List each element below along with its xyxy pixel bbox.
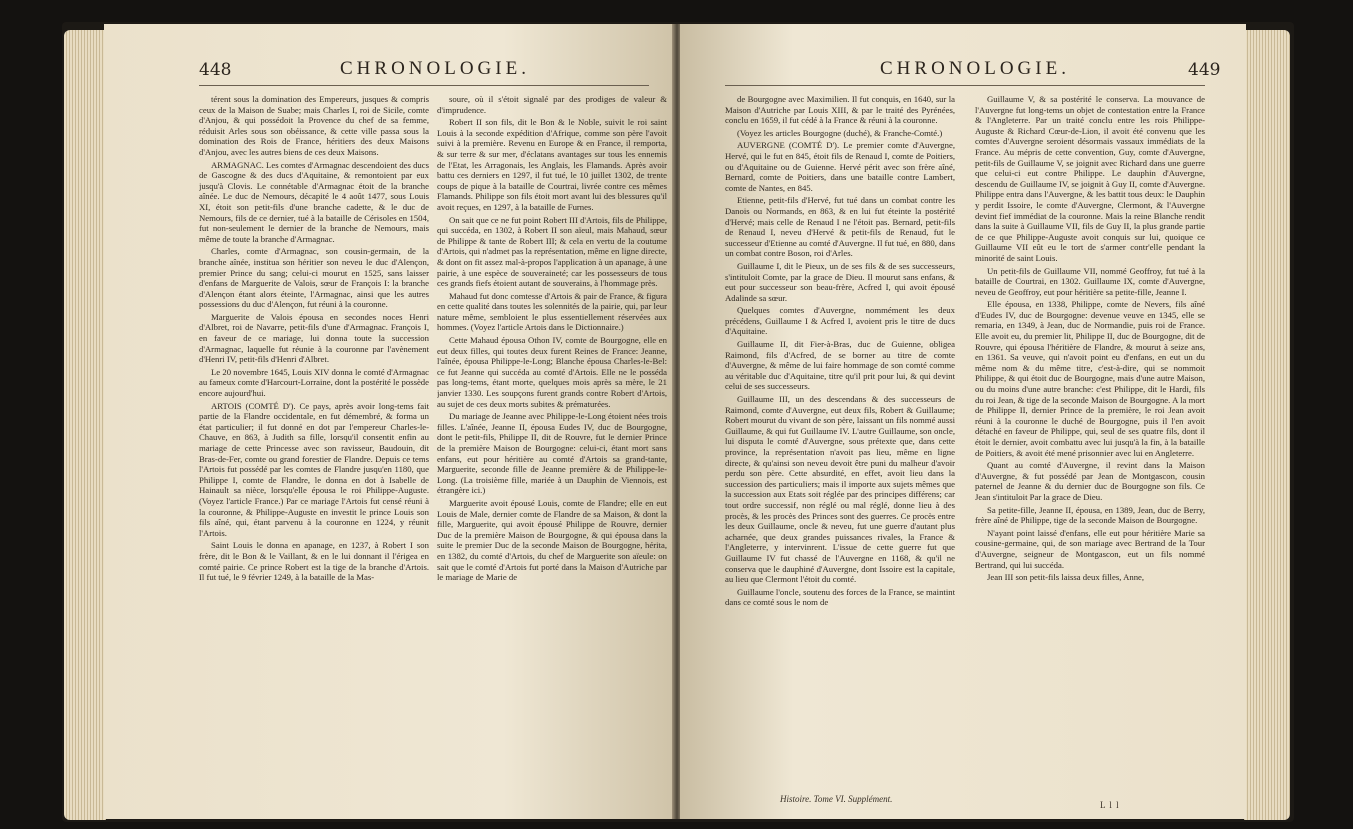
left-page xyxy=(104,24,675,819)
header-rule xyxy=(725,85,1205,86)
paragraph: Charles, comte d'Armagnac, son cousin-germain, de la branche aînée, institua son héritier son neveu le duc d'Alençon, premier Prince du sang; celui-ci mourut en 1525, sans laisser d'enfans de Marguerite de Valois, sœur de François I: la branche d'Alençon étant alors éteinte, l'Armagnac, ainsi que les autres possessions du duc d'Alençon, fut réuni à la couronne. xyxy=(199,246,429,310)
paragraph: (Voyez les articles Bourgogne (duché), & Franche-Comté.) xyxy=(737,127,943,138)
paragraph: Guillaume l'oncle, soutenu des forces de la France, se maintint dans ce comté sous le nom de xyxy=(725,586,955,608)
paragraph: Guillaume V, & sa postérité le conserva. La mouvance de l'Auvergne fut long-tems un objet de contestation entre la France & l'Angleterre. Par un traité conclu entre les rois Philippe-Auguste & Richard Cœur-de-Lion, il avoit été convenu que les comtes d'Auvergne seroient désormais vassaux immédiats de la France. Au mépris de cette convention, Guy, comte d'Auvergne, petit-fils de Guillaume V, se joignit avec Richard dans une guerre que celui-ci eut contre Philippe. Le dauphin d'Auvergne, descendu de Guillaume IV, se joignit à Guy II, comte d'Auvergne. Philippe entra dans l'Auvergne, & les battit tous deux: le Dauphin y perdit Issoire, le comte d'Auvergne, Clermont, & l'Auvergne devint fief immédiat de la couronne. Mais la reine Blanche rendit dans la suite à Guillaume VII, fils de Guy II, la plus grande partie de ce que Philippe-Auguste avoit conquis sur lui, quoique ce Guillaume VII eût eu le tort de s'armer contr'elle pendant la minorité de saint Louis. xyxy=(975,94,1205,263)
paragraph: Quant au comté d'Auvergne, il revint dans la Maison d'Auvergne, & fut possédé par Jean de Montgascon, cousin paternel de Jeanne & du dernier duc de Bourgogne son fils. Ce Jean s'intituloit Par la grace de Dieu. xyxy=(975,460,1205,502)
paragraph: Jean III son petit-fils laissa deux filles, Anne, xyxy=(987,572,1145,583)
running-head: CHRONOLOGIE. xyxy=(340,58,530,79)
text-column-right xyxy=(975,94,1205,794)
paragraph: Le 20 novembre 1645, Louis XIV donna le comté d'Armagnac au fameux comte d'Harcourt-Lorraine, dont la postérité le possède encore aujourd'hui. xyxy=(199,366,429,399)
paragraph: On sait que ce ne fut point Robert III d'Artois, fils de Philippe, qui succéda, en 1302, à Robert II son aïeul, mais Mahaud, sœur de Philippe & tante de Robert III; & cela en vertu de la coutume d'Artois, qui n'admet pas la représentation, même en ligne directe, & dont on fit assez mal-à-propos l'application à un apanage, à une pairie, à une espèce de souveraineté; car les possesseurs de tous ces grands fiefs étoient autant de souverains, à l'hommage près. xyxy=(437,214,667,289)
paragraph: Sa petite-fille, Jeanne II, épousa, en 1389, Jean, duc de Berry, frère aîné de Philippe, tige de la seconde Maison de Bourgogne. xyxy=(975,504,1205,526)
paragraph: Elle épousa, en 1338, Philippe, comte de Nevers, fils aîné d'Eudes IV, duc de Bourgogne: devenue veuve en 1345, elle se remaria, en 1349, à Jean, duc de Normandie, puis roi de France. Elle avoit eu, du premier lit, Philippe II, duc de Bourgogne, dit de Rouvre, qui épousa l'héritière de Flandre, & mourut à seize ans, en 1361. Sa veuve, qui n'avoit point eu d'enfans, en eut un du même nom & du même titre, c'est-à-dire, qui se nommoit Philippe, & qui étoit duc de Bourgogne, mais d'une autre Maison, ou du moins d'une autre branche: c'est Philippe, dit le Hardi, fils du roi Jean, & tige de la seconde Maison de Bourgogne. A la mort de Philippe II, dernier Prince de la première, le roi Jean avoit réuni à la couronne le duché de Bourgogne, puis il l'en avoit détaché en faveur de Philippe, qui, seul de ses quatre fils, dont il étoit le dernier, avoit combattu avec lui jusqu'à la fin, à la bataille de Poitiers, & avoit été mené prisonnier avec lui en Angleterre. xyxy=(975,299,1205,458)
text-column-left xyxy=(199,94,429,812)
paragraph: térent sous la domination des Empereurs, jusques & compris ceux de la Maison de Suabe; mais Charles I, roi de Sicile, comte d'Anjou, & qui possédoit la Provence du chef de sa femme, réduisit Arles sous son obéissance, & cette ville passa sous la domination des Rois de France, héritiers des deux Maisons d'Anjou, avec les autres biens de ces deux Maisons. xyxy=(199,94,429,157)
left-page-edges xyxy=(64,30,106,820)
paragraph: Marguerite de Valois épousa en secondes noces Henri d'Albret, roi de Navarre, petit-fils d'une d'Armagnac. François I, en faveur de ce mariage, lui donna toute la succession d'Armagnac, laquelle fut réunie à la couronne par l'avènement d'Henri IV, petit-fils d'Henri d'Albret. xyxy=(199,311,429,365)
paragraph: soure, où il s'étoit signalé par des prodiges de valeur & d'imprudence. xyxy=(437,94,667,115)
paragraph: ARMAGNAC. Les comtes d'Armagnac descendoient des ducs de Gascogne & des ducs d'Aquitaine, & remontoient par eux jusqu'à Clovis. Le connétable d'Armagnac étoit de la branche aînée. Le duc de Nemours, décapité le 4 août 1477, sous Louis XI, étoit son petit-fils d'une branche cadette, & le duc de Nemours, fils de ce dernier, tué à la bataille de Cérisoles en 1504, fut non-seulement le dernier de la branche de Nemours, mais même de toute la branche d'Armagnac. xyxy=(199,159,429,244)
page-number: 448 xyxy=(199,60,232,80)
paragraph: Mahaud fut donc comtesse d'Artois & pair de France, & figura en cette qualité dans toutes les solennités de la pairie, qui, par leur nature même, sembloient le plus essentiellement réservées aux hommes. (Voyez l'article Artois dans le Dictionnaire.) xyxy=(437,290,667,333)
paragraph: Un petit-fils de Guillaume VII, nommé Geoffroy, fut tué à la bataille de Courtrai, en 1302. Guillaume IX, comte d'Auvergne, neveu de Geoffroy, eut pour héritière sa petite-fille, Jeanne I. xyxy=(975,265,1205,297)
header-rule xyxy=(199,85,649,86)
right-page-edges xyxy=(1244,30,1290,820)
paragraph: Saint Louis le donna en apanage, en 1237, à Robert I son frère, dit le Bon & le Vaillant, & en le lui donnant il l'érigea en comté pairie. Ce prince Robert est la tige de la branche d'Artois. Il fut tué, le 9 février 1249, à la bataille de la Mas- xyxy=(199,540,429,583)
paragraph: AUVERGNE (COMTÉ D'). Le premier comte d'Auvergne, Hervé, qui le fut en 845, étoit fils de Renaud I, comte de Poitiers, ou d'Aquitaine ou de Guienne. Hervé périt avec son frère aîné, Bernard, comte de Poitiers, dans une bataille contre Lambert, comte de Nantes, en 845. xyxy=(725,140,955,193)
paragraph: Etienne, petit-fils d'Hervé, fut tué dans un combat contre les Danois ou Normands, en 863, & en lui fut éteinte la postérité d'Hervé; mais celle de Renaud I ne l'étoit pas. Bernard, petit-fils de Renaud I, neveu d'Hervé & petit-fils de Renaud, fut le successeur d'Etienne au comté d'Auvergne. Il fut tué, en 880, dans un combat contre Boson, roi d'Arles. xyxy=(725,195,955,259)
right-page xyxy=(680,24,1246,819)
paragraph: Robert II son fils, dit le Bon & le Noble, suivit le roi saint Louis à la seconde expédition d'Afrique, comme son père l'avoit suivi à la première. Revenu en Europe & en France, il remporta, & sur terre & sur mer, d'éclatans avantages sur tous les ennemis de l'Etat, les Arragonais, les Anglais, les Flamands. Après avoir battu ces derniers en 1297, il fut tué, le 10 juillet 1302, de trente coups de pique à la bataille de Courtrai, livrée contre ces mêmes Flamands. Philippe son fils étoit mort avant lui des blessures qu'il avoit reçues, en 1297, à la bataille de Furnes. xyxy=(437,117,667,212)
paragraph: Guillaume II, dit Fier-à-Bras, duc de Guienne, obligea Raimond, fils d'Acfred, de se borner au titre de comte d'Auvergne, & même de lui faire hommage de son comté comme au véritable duc d'Aquitaine, titre qu'il prit pour lui, & qui devint celui de ses successeurs. xyxy=(725,339,955,392)
page-number: 449 xyxy=(1188,60,1221,80)
paragraph: Guillaume I, dit le Pieux, un de ses fils & de ses successeurs, s'intituloit Comte, par la grace de Dieu. Il mourut sans enfans, & eut pour successeur son beau-frère, Acfred I, qui avoit épousé Adalinde sa sœur. xyxy=(725,260,955,303)
text-column-right xyxy=(437,94,667,812)
paragraph: Guillaume III, un des descendans & des successeurs de Raimond, comte d'Auvergne, eut deux fils, Robert & Guillaume; Robert mourut du vivant de son père, laissant un fils nommé aussi Guillaume, & qui fut Guillaume IV. L'autre Guillaume, son oncle, lui disputa le comté d'Auvergne, sous prétexte que, dans cette province, la représentation n'avoit pas lieu, même en ligne directe, & qu'ainsi son neveu devoit être puni du malheur d'avoir perdu son père. Cette absurdité, en effet, avoit lieu dans la succession des particuliers; mais il importe aux sujets mêmes que la succession aux Etats soit réglée par des principes différens; car tout ordre successif, non réglé ou mal réglé, donne lieu à des procès, & les procès des Princes sont des guerres. Ce procès entre les deux Guillaume, oncle & neveu, fut une guerre d'autant plus acharnée, que deux grandes puissances rivales, la France & l'Angleterre, y intervinrent. L'issue de cette guerre fut que Guillaume IV fut chassé de l'Auvergne en 1168, & qu'il ne conserva que le dauphiné d'Auvergne, dont Issoire est la capitale, au lieu que Clermont l'étoit du comté. xyxy=(725,394,955,585)
paragraph: Cette Mahaud épousa Othon IV, comte de Bourgogne, elle en eut deux filles, qui toutes deux furent Reines de France: Jeanne, l'aînée, épousa Philippe-le-Long; Blanche épousa Charles-le-Bel: ce fut Jeanne qui succéda au comté d'Artois. Elle ne le posséda pas long-tems, étant morte, quelques mois après sa mère, le 21 janvier 1330. Les soupçons furent grands contre Robert d'Artois, au sujet de ces deux morts subites & prématurées. xyxy=(437,335,667,409)
paragraph: Marguerite avoit épousé Louis, comte de Flandre; elle en eut Louis de Male, dernier comte de Flandre de sa Maison, & dont la fille, Marguerite, qui avoit épousé Philippe de Rouvre, dernier Duc de la première Maison de Bourgogne, & qui épousa dans la suite le premier Duc de la seconde Maison de Bourgogne, hérita, en 1382, du comté d'Artois, du chef de Marguerite son aïeule: on sait que le comté d'Artois fut porté dans la Maison d'Autriche par le mariage de Marie de xyxy=(437,497,667,583)
text-column-left xyxy=(725,94,955,792)
paragraph: de Bourgogne avec Maximilien. Il fut conquis, en 1640, sur la Maison d'Autriche par Louis XIII, & par le traité des Pyrénées, conclu en 1659, il fut cédé à la France & réuni à la couronne. xyxy=(725,94,955,126)
running-head: CHRONOLOGIE. xyxy=(880,58,1070,79)
paragraph: Du mariage de Jeanne avec Philippe-le-Long étoient nées trois filles. L'aînée, Jeanne II, épousa Eudes IV, duc de Bourgogne, dont le petit-fils, Philippe II, dit de Rouvre, fut le dernier Prince de la première Maison de Bourgogne: celui-ci, étant mort sans enfans, eut pour héritière au comté d'Artois sa grand-tante, Marguerite, seconde fille de Jeanne première & de Philippe-le-Long. (La troisième fille, mariée à un Dauphin de Viennois, est étrangère ici.) xyxy=(437,411,667,496)
page-footer: Histoire. Tome VI. Supplément. xyxy=(780,794,893,804)
paragraph: ARTOIS (COMTÉ D'). Ce pays, après avoir long-tems fait partie de la Flandre occidentale, en fut démembré, & forma un état particulier; il fut donné en dot par l'empereur Charles-le-Chauve, en 863, à Judith sa fille, lorsqu'il consentit enfin au mariage de cette Princesse avec son ravisseur, Baudouin, dit Bras-de-Fer, comte ou grand forestier de Flandre. Depuis ce tems l'Artois fut possédé par les comtes de Flandre jusqu'en 1180, que Philippe I, comte de Flandre, le donna en dot à Isabelle de Hainault sa nièce, lorsqu'elle épousa le roi Philippe-Auguste. (Voyez l'article France.) Par ce mariage l'Artois fut censé réuni à la couronne, & Philippe-Auguste en investit le prince Louis son fils aîné, qui, étant parvenu à la couronne en 1224, y réunit l'Artois. xyxy=(199,400,429,538)
paragraph: N'ayant point laissé d'enfans, elle eut pour héritière Marie sa cousine-germaine, qui, de son mariage avec Bertrand de la Tour d'Auvergne, seigneur de Montgascon, eut un fils nommé Bertrand, qui lui succéda. xyxy=(975,527,1205,570)
paragraph: Quelques comtes d'Auvergne, nommément les deux précédens, Guillaume I & Acfred I, avoient pris le titre de ducs d'Aquitaine. xyxy=(725,305,955,337)
signature-mark: L l l xyxy=(1100,800,1120,810)
